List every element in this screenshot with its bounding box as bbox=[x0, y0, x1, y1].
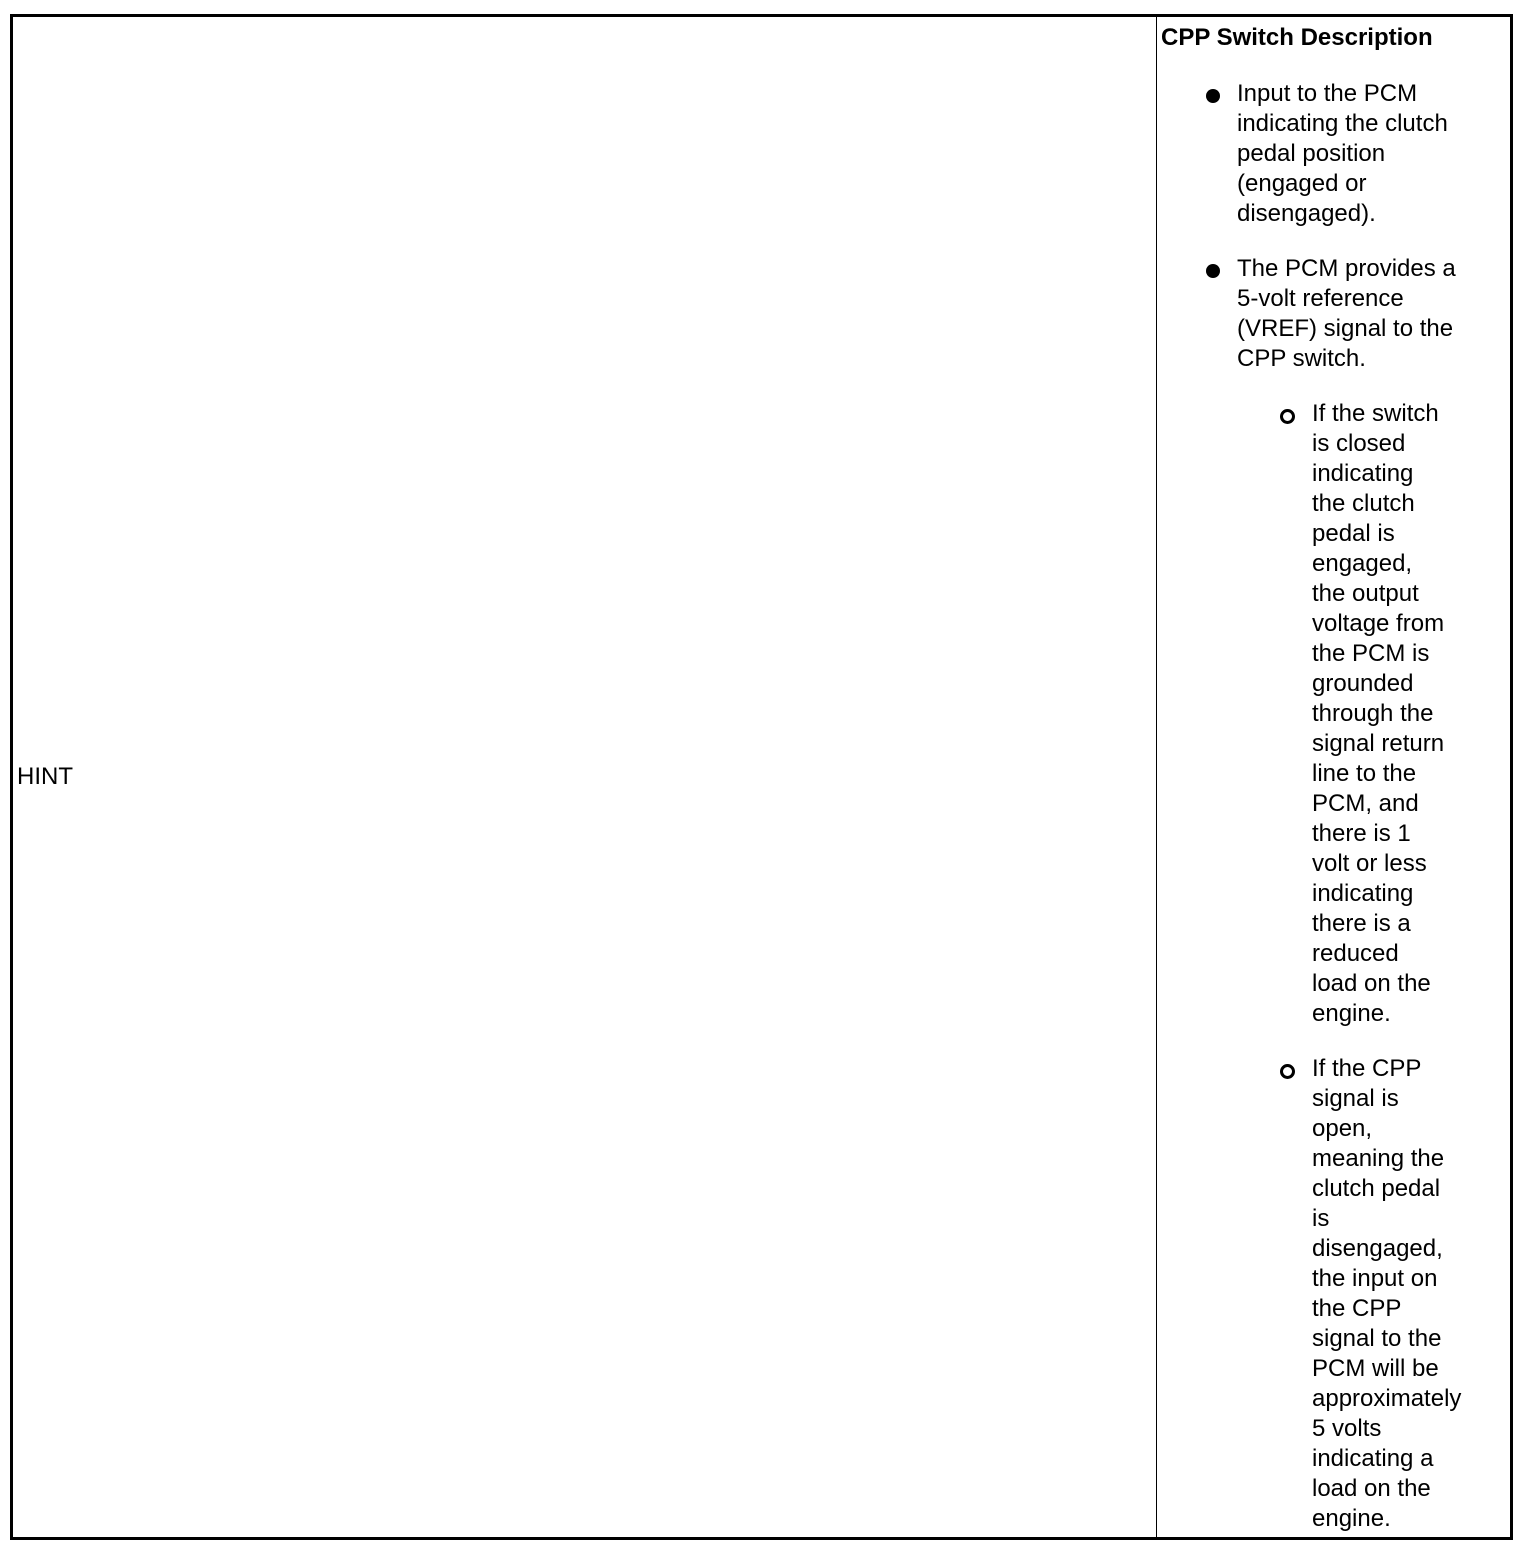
sub-bullet-switch-closed: If the switch is closed indicating the clutch pedal is engaged, the output voltage from the PCM is grounded through the signal return line to the PCM, and there is 1 volt or less indicating there is a reduced load on the engine. bbox=[1312, 400, 1445, 1027]
bullet-item-vref: The PCM provides a 5-volt reference (VREF) signal to the CPP switch. bbox=[1237, 255, 1456, 372]
description-title: CPP Switch Description bbox=[1161, 24, 1433, 51]
hint-table bbox=[10, 14, 1513, 1540]
sub-bullet-circle-icon bbox=[1280, 409, 1295, 424]
description-cell bbox=[1157, 17, 1510, 1537]
bullet-dot-icon bbox=[1206, 264, 1220, 278]
sub-bullet-circle-icon bbox=[1280, 1064, 1295, 1079]
hint-label: HINT bbox=[17, 763, 73, 790]
sub-bullet-signal-open: If the CPP signal is open, meaning the clutch pedal is disengaged, the input on the CPP signal to the PCM will be approximately 5 volts indicating a load on the engine. bbox=[1312, 1055, 1462, 1532]
bullet-item-input: Input to the PCM indicating the clutch pedal position (engaged or disengaged). bbox=[1237, 80, 1448, 227]
label-cell bbox=[13, 17, 1156, 1537]
bullet-dot-icon bbox=[1206, 89, 1220, 103]
